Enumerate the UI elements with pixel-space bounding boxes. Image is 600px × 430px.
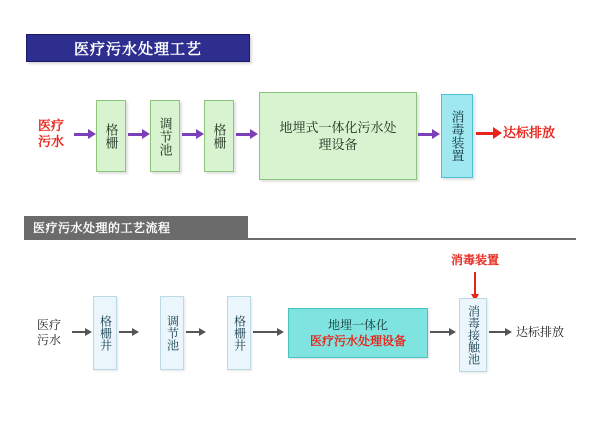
section1-output-label: 达标排放 — [503, 125, 556, 140]
section2-arrow-4-head — [449, 328, 456, 336]
section1-input-label — [30, 118, 72, 150]
section1-output-arrow-body — [476, 132, 493, 135]
section1-node-tiaojiechi-label: 调节池 — [157, 116, 173, 156]
section2-node-equipment-label-line1: 地埋一体化 — [327, 318, 388, 332]
section1-arrow-4-head — [432, 129, 440, 139]
section1-arrow-0-head — [88, 129, 96, 139]
section1-arrow-2-body — [182, 133, 196, 136]
section2-arrow-1-head — [132, 328, 139, 336]
section1-node-equipment[interactable] — [259, 92, 417, 180]
section1-node-tiaojiechi[interactable] — [150, 100, 180, 172]
section2-arrow-2-head — [199, 328, 206, 336]
section2-input-label-line2: 污水 — [36, 333, 61, 347]
section2-title: 医疗污水处理的工艺流程 — [33, 220, 171, 235]
section1-output-arrow-head — [493, 127, 502, 139]
section1-node-equipment-label: 地埋式一体化污水处理设备 — [279, 120, 397, 152]
section1-node-disinfection[interactable] — [441, 94, 473, 178]
section1-node-gezha-2[interactable] — [204, 100, 234, 172]
section2-node-equipment-label-line2: 医疗污水处理设备 — [309, 334, 406, 348]
section1-arrow-3-head — [250, 129, 258, 139]
section1-flow — [0, 88, 600, 186]
section2-node-equipment[interactable] — [288, 308, 428, 358]
section1-node-gezha-2-label: 格栅 — [211, 123, 227, 149]
section2-node-tiaojiechi-label: 调节池 — [165, 315, 180, 351]
section2-node-tiaojiechi[interactable] — [160, 296, 184, 370]
section1-node-gezha-1-label: 格栅 — [103, 123, 119, 149]
section1-arrow-4-body — [418, 133, 432, 136]
section1-node-gezha-1[interactable] — [96, 100, 126, 172]
section2-output-label: 达标排放 — [516, 325, 565, 339]
section2-node-disinfection-tank-label: 消毒接触池 — [466, 305, 481, 365]
section2-output-arrow-head — [505, 328, 512, 336]
section2-annotation-arrow-body — [474, 272, 476, 294]
section2-divider — [24, 238, 576, 240]
section2-node-gezhajing-2-label: 格栅井 — [232, 315, 247, 351]
section1-node-disinfection-label: 消毒装置 — [449, 110, 465, 162]
section2-arrow-0-body — [72, 331, 85, 333]
section1-arrow-3-body — [236, 133, 250, 136]
section1-title: 医疗污水处理工艺 — [73, 40, 202, 58]
section1-title-bar — [26, 34, 250, 62]
section2-node-gezhajing-2[interactable] — [227, 296, 251, 370]
section2-output-arrow-body — [489, 331, 505, 333]
section1-arrow-2-head — [196, 129, 204, 139]
section2-input-label-line1: 医疗 — [36, 318, 61, 332]
section2-input-label — [28, 318, 70, 348]
section2-arrow-4-body — [430, 331, 449, 333]
section2-arrow-0-head — [85, 328, 92, 336]
section1-input-label-line2: 污水 — [37, 134, 64, 149]
section2-node-gezhajing-1[interactable] — [93, 296, 117, 370]
section2-arrow-2-body — [186, 331, 199, 333]
section1-arrow-0-body — [74, 133, 88, 136]
section1-input-label-line1: 医疗 — [37, 118, 64, 133]
section2-arrow-3-head — [277, 328, 284, 336]
section1-arrow-1-body — [128, 133, 142, 136]
section2-arrow-3-body — [253, 331, 277, 333]
section1-arrow-1-head — [142, 129, 150, 139]
section2-annotation: 消毒装置 — [450, 253, 499, 267]
section2-arrow-1-body — [119, 331, 132, 333]
section2-title-bar — [24, 216, 248, 238]
section2-node-gezhajing-1-label: 格栅井 — [98, 315, 113, 351]
section2-node-disinfection-tank[interactable] — [459, 298, 487, 372]
